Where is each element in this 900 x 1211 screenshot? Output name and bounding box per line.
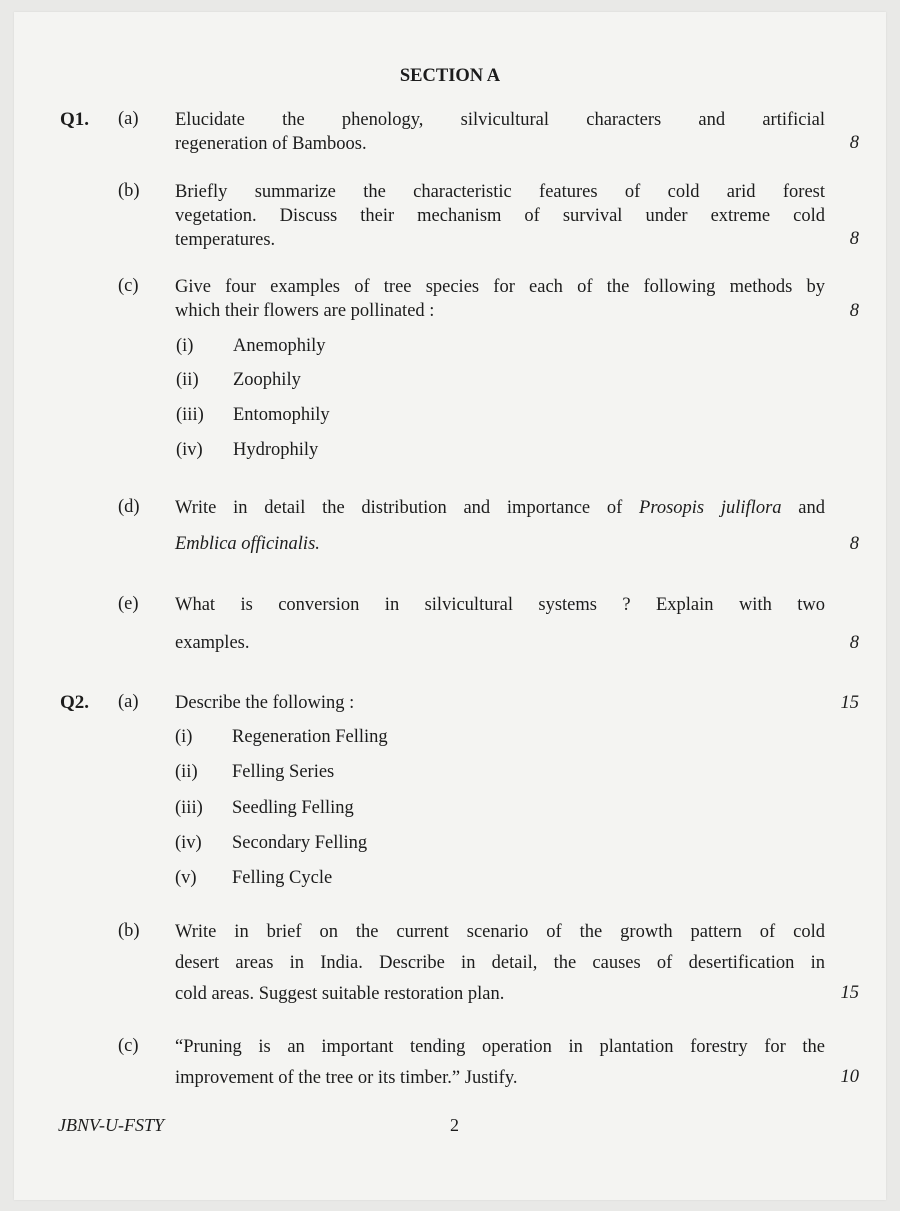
- q1a-line2: regeneration of Bamboos.: [175, 134, 367, 154]
- q1c-item-4-roman: (iv): [176, 440, 203, 460]
- q2a-item-3-roman: (iii): [175, 798, 203, 818]
- q2b-line2: desert areas in India. Describe in detail, the causes of desertification in: [175, 953, 825, 973]
- q1c-item-4-text: Hydrophily: [233, 440, 319, 460]
- q2c-label: (c): [118, 1036, 139, 1056]
- q2a-item-1-text: Regeneration Felling: [232, 727, 388, 747]
- q1a-marks: 8: [849, 133, 859, 153]
- q2c-line1: “Pruning is an important tending operation in plantation forestry for the: [175, 1037, 825, 1057]
- q1d-label: (d): [118, 497, 140, 517]
- q1e-label: (e): [118, 594, 139, 614]
- question-number-q1: Q1.: [60, 109, 90, 130]
- q1c-label: (c): [118, 276, 139, 296]
- footer-page-number: 2: [450, 1115, 459, 1135]
- q1c-line1: Give four examples of tree species for each of the following methods by: [175, 277, 825, 297]
- question-number-q2: Q2.: [60, 692, 90, 713]
- q1d-pre: Write in detail the distribution and importance of: [175, 498, 640, 518]
- q1e-line2: examples.: [175, 633, 250, 653]
- q2b-line3: cold areas. Suggest suitable restoration plan.: [175, 984, 505, 1004]
- q2a-item-2-text: Felling Series: [232, 762, 335, 782]
- q1b-line3: temperatures.: [175, 230, 276, 250]
- q2a-item-4-text: Secondary Felling: [232, 833, 368, 853]
- q2c-marks: 10: [840, 1067, 859, 1087]
- q1a-text: [175, 108, 825, 132]
- q1d-line1: [175, 496, 825, 520]
- q2a-line1: Describe the following :: [175, 693, 355, 713]
- footer-paper-code: JBNV-U-FSTY: [58, 1115, 164, 1135]
- q2a-item-3-text: Seedling Felling: [232, 798, 354, 818]
- q1e-marks: 8: [849, 633, 859, 653]
- q2a-item-5-roman: (v): [175, 868, 197, 888]
- q1c-item-1-roman: (i): [176, 336, 194, 356]
- q1d-species2: Emblica officinalis.: [175, 534, 320, 554]
- q1c-item-3-text: Entomophily: [233, 405, 330, 425]
- q2a-marks: 15: [840, 693, 859, 713]
- q1d-mid: and: [781, 498, 825, 518]
- q2a-item-4-roman: (iv): [175, 833, 202, 853]
- q2b-marks: 15: [840, 983, 859, 1003]
- section-title: SECTION A: [399, 66, 501, 86]
- q1d-species1: Prosopis juliflora: [639, 498, 782, 518]
- q1c-item-1-text: Anemophily: [233, 336, 326, 356]
- q1d-line2: [175, 532, 825, 556]
- q1c-item-2-roman: (ii): [176, 370, 199, 390]
- q1e-line1: What is conversion in silvicultural systems ? Explain with two: [175, 595, 825, 615]
- q2a-item-5-text: Felling Cycle: [232, 868, 333, 888]
- q2a-item-2-roman: (ii): [175, 762, 198, 782]
- q1c-item-3-roman: (iii): [176, 405, 204, 425]
- q1b-marks: 8: [849, 229, 859, 249]
- q2a-item-1-roman: (i): [175, 727, 193, 747]
- q2c-line2: improvement of the tree or its timber.” Justify.: [175, 1068, 518, 1088]
- q1c-marks: 8: [849, 301, 859, 321]
- q1b-line1: Briefly summarize the characteristic features of cold arid forest: [175, 182, 825, 202]
- q1c-item-2-text: Zoophily: [233, 370, 301, 390]
- q1b-line2: vegetation. Discuss their mechanism of survival under extreme cold: [175, 206, 825, 226]
- exam-page: [14, 12, 886, 1200]
- q1d-marks: 8: [849, 534, 859, 554]
- q1b-label: (b): [118, 181, 140, 201]
- q1a-line1: Elucidate the phenology, silvicultural characters and artificial: [175, 110, 825, 130]
- q1a-label: (a): [118, 109, 139, 129]
- q2a-label: (a): [118, 692, 139, 712]
- q1c-line2: which their flowers are pollinated :: [175, 301, 435, 321]
- q2b-line1: Write in brief on the current scenario of the growth pattern of cold: [175, 922, 825, 942]
- q2b-label: (b): [118, 921, 140, 941]
